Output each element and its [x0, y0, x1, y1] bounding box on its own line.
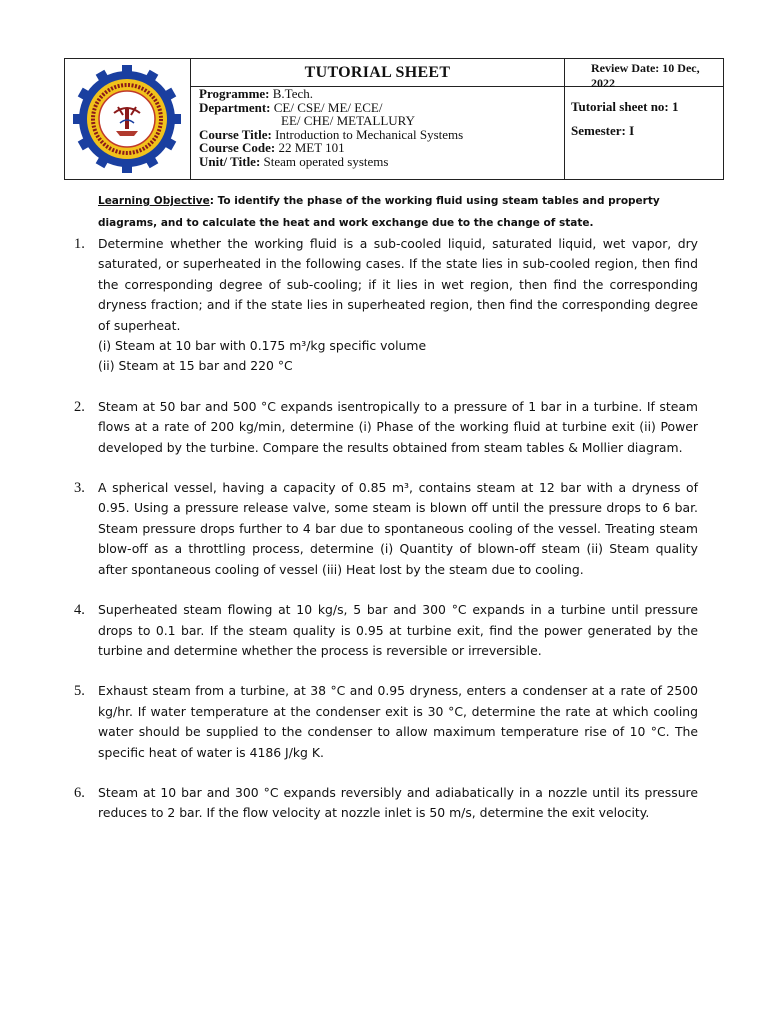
unit-label: Unit/ Title:	[199, 153, 261, 169]
department-label: Department:	[199, 99, 271, 115]
question-1	[74, 234, 698, 377]
tutorial-meta	[565, 87, 723, 179]
objective-label: Learning Objective	[98, 195, 210, 207]
question-list	[74, 234, 698, 844]
course-title-row	[199, 128, 564, 142]
question-text: Superheated steam flowing at 10 kg/s, 5 bar and 300 °C expands in a turbine until pressure drops to 0.1 bar. If the steam quality is 0.95 at turbine exit, find the power generated by the turbine and determine whether the process is reversible or irreversible.	[98, 602, 698, 658]
sheet-title: TUTORIAL SHEET	[191, 59, 565, 87]
programme-value: B.Tech.	[269, 86, 314, 101]
question-text: A spherical vessel, having a capacity of 0.85 m³, contains steam at 12 bar with a dryness of 0.95. Using a pressure release valve, some steam is blown off until the pressure drops to 6 bar. Steam pressure drops further to 4 bar due to spontaneous cooling of the vessel. Treating steam blow-off as a throttling process, determine (i) Quantity of blown-off steam (ii) Steam quality after spontaneous cooling of vessel (iii) Heat lost by the steam due to cooling.	[98, 480, 698, 577]
question-6	[74, 783, 698, 824]
question-4	[74, 600, 698, 661]
learning-objective	[98, 190, 698, 234]
question-part: (i) Steam at 10 bar with 0.175 m³/kg specific volume	[98, 338, 427, 354]
course-code-label: Course Code:	[199, 140, 276, 155]
logo-cell	[65, 59, 191, 179]
course-title-label: Course Title:	[199, 126, 272, 142]
department-value-2: EE/ CHE/ METALLURY	[281, 113, 416, 128]
department-row	[199, 101, 564, 115]
review-date: Review Date: 10 Dec, 2022	[565, 59, 723, 87]
question-text: Steam at 10 bar and 300 °C expands reversibly and adiabatically in a nozzle until its pressure reduces to 2 bar. If the flow velocity at nozzle inlet is 50 m/s, determine the exit velocity.	[98, 784, 698, 821]
unit-value: Steam operated systems	[260, 153, 389, 169]
course-info	[191, 87, 565, 179]
question-5	[74, 681, 698, 763]
objective-text: : To identify the phase of the working fluid using steam tables and property diagrams, and to calculate the heat and work exchange due to the change of state.	[98, 195, 660, 229]
course-code-row	[199, 141, 564, 155]
institute-seal-logo	[68, 63, 186, 175]
course-title-value: Introduction to Mechanical Systems	[271, 126, 464, 142]
question-number: 1.	[74, 236, 85, 252]
programme-row	[199, 87, 564, 101]
question-part: (ii) Steam at 15 bar and 220 °C	[98, 358, 293, 374]
question-number: 2.	[74, 398, 85, 415]
semester: Semester: I	[571, 123, 635, 138]
question-3	[74, 478, 698, 580]
course-code-value: 22 MET 101	[275, 140, 345, 155]
question-number: 5.	[74, 683, 85, 700]
question-text: Determine whether the working fluid is a sub-cooled liquid, saturated liquid, wet vapor, dry saturated, or superheated in the following cases. If the state lies in sub-cooled region, then find the corresponding degree of sub-cooling; if it lies in wet region, then find the corresponding dryness fraction; and if the state lies in superheated region, then find the corresponding degree of superheat.	[98, 236, 698, 333]
question-text: Exhaust steam from a turbine, at 38 °C and 0.95 dryness, enters a condenser at a rate of 2500 kg/hr. If water temperature at the condenser exit is 30 °C, determine the rate at which cooling water should be supplied to the condenser to allow maximum temperature rise of 10 °C. The specific heat of water is 4186 J/kg K.	[98, 683, 698, 760]
question-number: 6.	[74, 784, 85, 801]
unit-row	[199, 155, 564, 169]
header-table	[64, 58, 724, 180]
programme-label: Programme:	[199, 86, 270, 101]
question-number: 3.	[74, 480, 85, 497]
question-2	[74, 397, 698, 458]
department-value: CE/ CSE/ ME/ ECE/	[270, 99, 383, 115]
question-number: 4.	[74, 602, 85, 619]
question-text: Steam at 50 bar and 500 °C expands isentropically to a pressure of 1 bar in a turbine. If steam flows at a rate of 200 kg/min, determine (i) Phase of the working fluid at turbine exit (ii) Power developed by the turbine. Compare the results obtained from steam tables & Mollier diagram.	[98, 398, 698, 455]
tutorial-sheet-no: Tutorial sheet no: 1	[571, 99, 679, 114]
